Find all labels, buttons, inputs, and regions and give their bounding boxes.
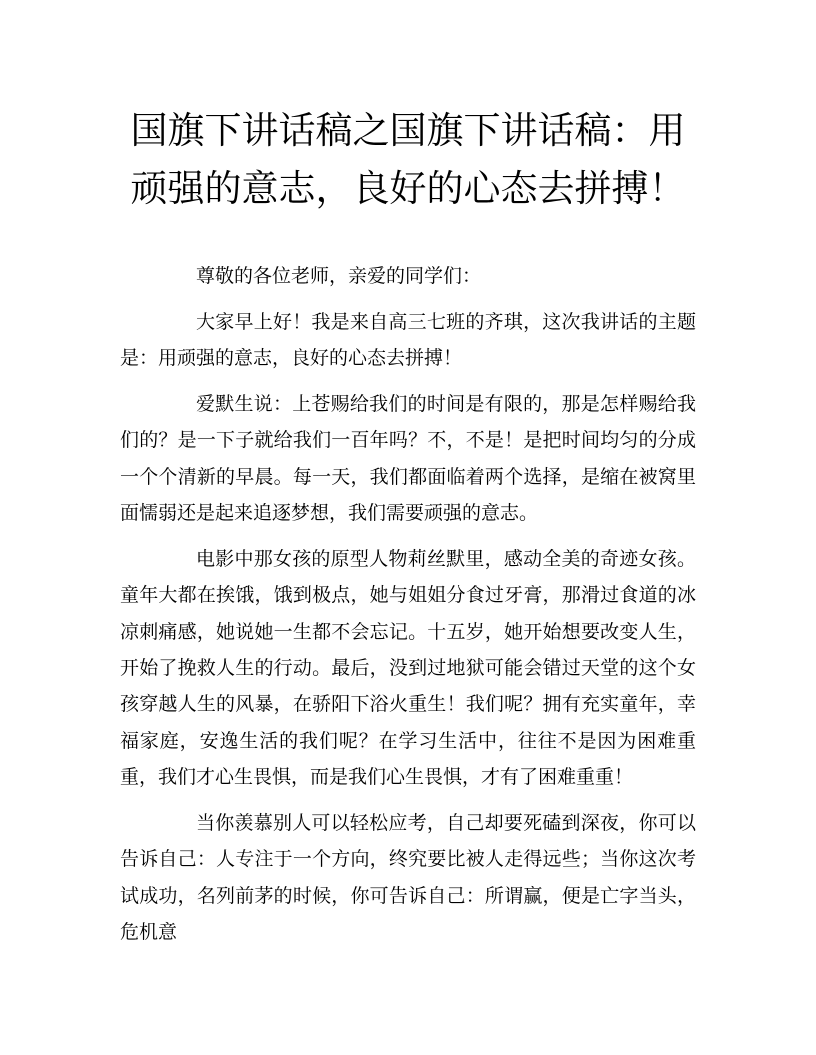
paragraph-exam: 当你羡慕别人可以轻松应考，自己却要死磕到深夜，你可以告诉自己：人专注于一个方向，终究要比被人走得远些；当你这次考试成功，名列前茅的时候，你可告诉自己：所谓赢，便是亡字当头，危机意: [120, 811, 696, 944]
page-title: 国旗下讲话稿之国旗下讲话稿：用顽强的意志，良好的心态去拼搏！: [130, 109, 686, 210]
paragraph-film-story: 电影中那女孩的原型人物莉丝默里，感动全美的奇迹女孩。童年大都在挨饿，饿到极点，她与姐姐分食过牙膏，那滑过食道的冰凉刺痛感，她说她一生都不会忘记。十五岁，她开始想要改变人生，开始了挽救人生的行动。最后，没到过地狱可能会错过天堂的这个女孩穿越人生的风暴，在骄阳下浴火重生！我们呢？拥有充实童年，幸福家庭，安逸生活的我们呢？在学习生活中，往往不是因为困难重重，我们才心生畏惧，而是我们心生畏惧，才有了困难重重！: [120, 547, 696, 789]
paragraph-salutation: 尊敬的各位老师，亲爱的同学们：: [196, 265, 482, 287]
paragraph-emerson: 爱默生说：上苍赐给我们的时间是有限的，那是怎样赐给我们的？是一下子就给我们一百年吗？不，不是！是把时间均匀的分成一个个清新的早晨。每一天，我们都面临着两个选择，是缩在被窝里面懦弱还是起来追逐梦想，我们需要顽强的意志。: [120, 392, 696, 525]
document-body: [120, 258, 696, 960]
paragraph-greeting: 大家早上好！我是来自高三七班的齐琪，这次我讲话的主题是：用顽强的意志，良好的心态去拼搏！: [120, 310, 696, 370]
